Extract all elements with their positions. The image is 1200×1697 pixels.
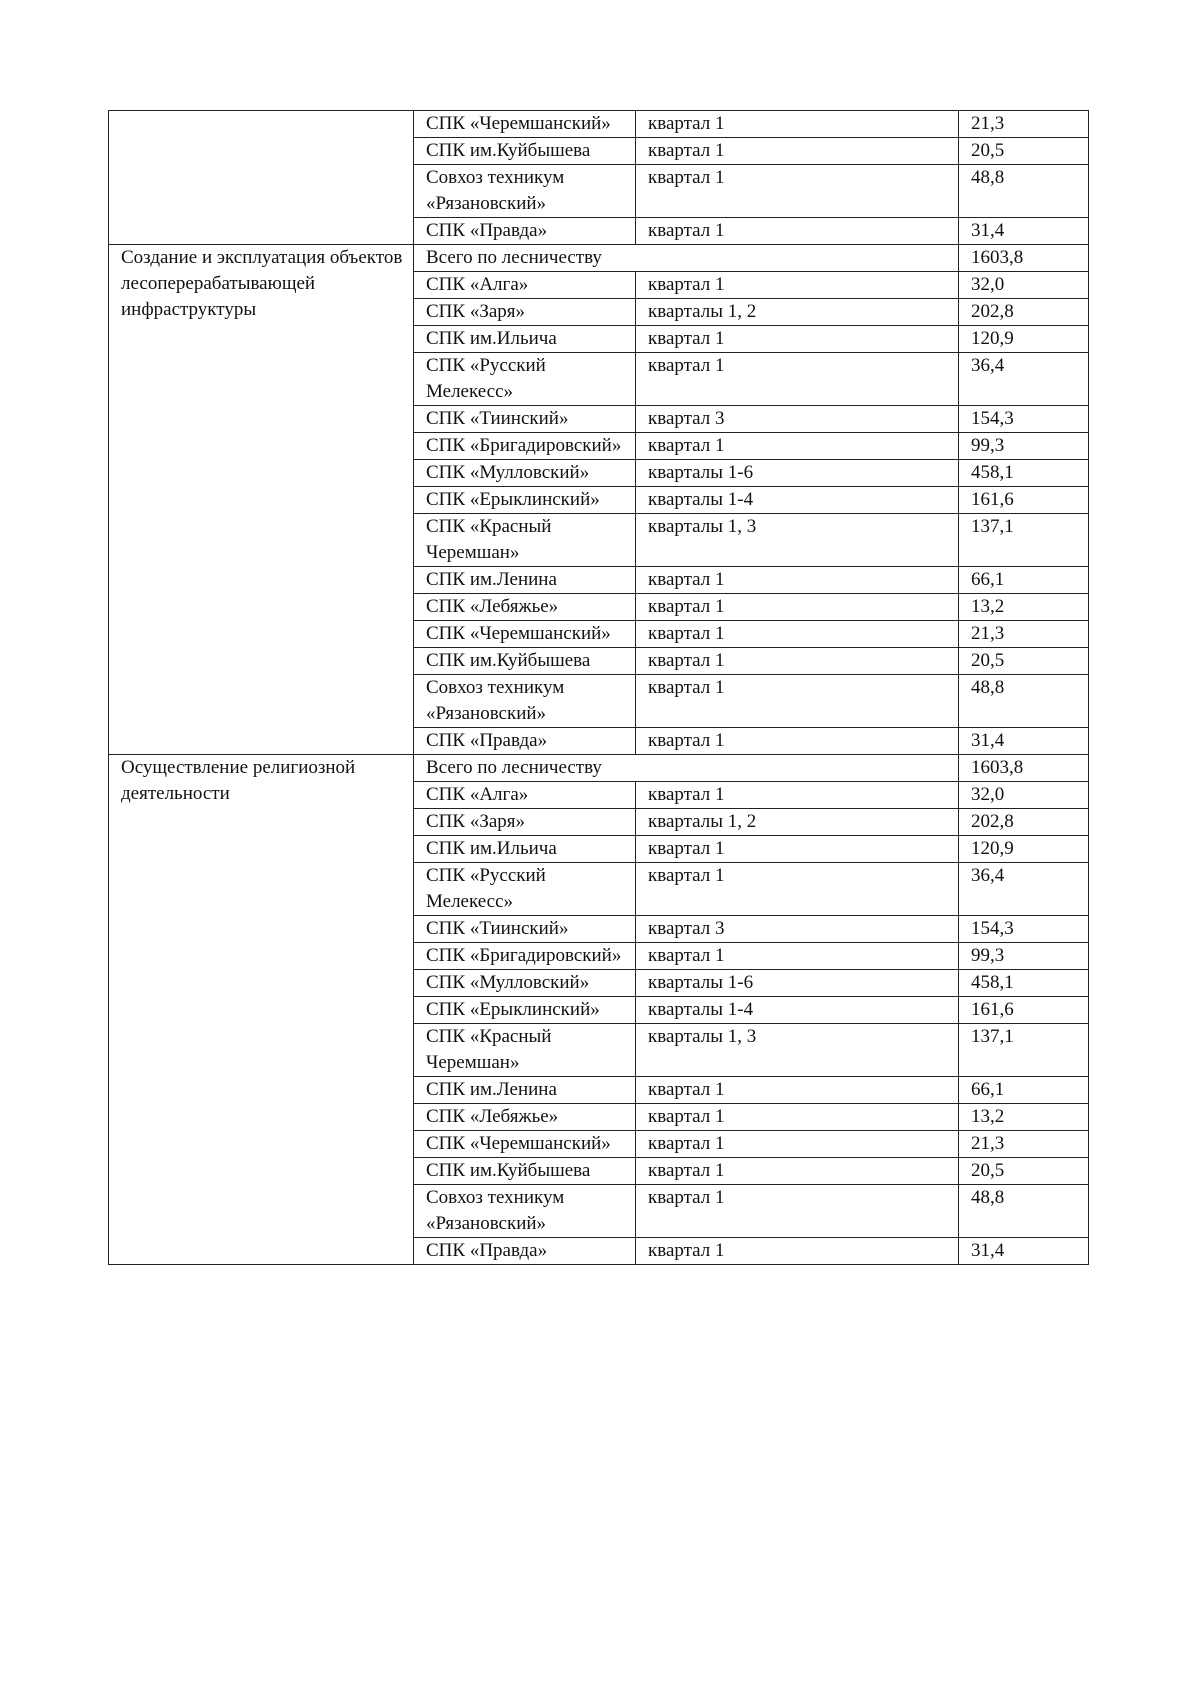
area-cell: 20,5 xyxy=(959,648,1089,675)
area-cell: 48,8 xyxy=(959,165,1089,218)
area-cell: 154,3 xyxy=(959,406,1089,433)
quarter-cell: квартал 3 xyxy=(636,406,959,433)
quarter-cell: квартал 1 xyxy=(636,433,959,460)
section-title: Осуществление религиозной деятельности xyxy=(109,755,414,1265)
total-area: 1603,8 xyxy=(959,755,1089,782)
total-label: Всего по лесничеству xyxy=(414,755,959,782)
organization-cell: СПК «Тиинский» xyxy=(414,406,636,433)
quarter-cell: кварталы 1, 2 xyxy=(636,809,959,836)
quarter-cell: квартал 1 xyxy=(636,218,959,245)
quarter-cell: кварталы 1, 2 xyxy=(636,299,959,326)
organization-cell: СПК им.Ленина xyxy=(414,567,636,594)
area-cell: 21,3 xyxy=(959,621,1089,648)
quarter-cell: квартал 1 xyxy=(636,782,959,809)
organization-cell: СПК им.Куйбышева xyxy=(414,1158,636,1185)
organization-cell: СПК «Мулловский» xyxy=(414,460,636,487)
area-cell: 202,8 xyxy=(959,809,1089,836)
area-cell: 31,4 xyxy=(959,1238,1089,1265)
organization-cell: СПК «Черемшанский» xyxy=(414,621,636,648)
section-title xyxy=(109,111,414,245)
area-cell: 20,5 xyxy=(959,1158,1089,1185)
area-cell: 137,1 xyxy=(959,1024,1089,1077)
quarter-cell: квартал 1 xyxy=(636,353,959,406)
area-cell: 31,4 xyxy=(959,218,1089,245)
area-cell: 31,4 xyxy=(959,728,1089,755)
organization-cell: СПК «Заря» xyxy=(414,809,636,836)
organization-cell: СПК им.Куйбышева xyxy=(414,648,636,675)
area-cell: 458,1 xyxy=(959,460,1089,487)
organization-cell: СПК им.Куйбышева xyxy=(414,138,636,165)
area-cell: 48,8 xyxy=(959,675,1089,728)
area-cell: 13,2 xyxy=(959,594,1089,621)
table-row xyxy=(109,111,1089,138)
area-cell: 32,0 xyxy=(959,782,1089,809)
quarter-cell: кварталы 1, 3 xyxy=(636,1024,959,1077)
area-cell: 99,3 xyxy=(959,433,1089,460)
area-cell: 120,9 xyxy=(959,326,1089,353)
quarter-cell: квартал 3 xyxy=(636,916,959,943)
quarter-cell: квартал 1 xyxy=(636,621,959,648)
area-cell: 66,1 xyxy=(959,1077,1089,1104)
area-cell: 48,8 xyxy=(959,1185,1089,1238)
quarter-cell: квартал 1 xyxy=(636,675,959,728)
quarter-cell: квартал 1 xyxy=(636,1238,959,1265)
area-cell: 20,5 xyxy=(959,138,1089,165)
quarter-cell: квартал 1 xyxy=(636,1077,959,1104)
quarter-cell: квартал 1 xyxy=(636,863,959,916)
quarter-cell: квартал 1 xyxy=(636,1185,959,1238)
organization-cell: СПК «Бригадировский» xyxy=(414,943,636,970)
total-label: Всего по лесничеству xyxy=(414,245,959,272)
area-cell: 161,6 xyxy=(959,997,1089,1024)
quarter-cell: квартал 1 xyxy=(636,567,959,594)
section-title: Создание и эксплуатация объектов лесоперерабатывающей инфраструктуры xyxy=(109,245,414,755)
organization-cell: СПК «Русский Мелекесс» xyxy=(414,863,636,916)
quarter-cell: кварталы 1-4 xyxy=(636,487,959,514)
area-cell: 13,2 xyxy=(959,1104,1089,1131)
organization-cell: СПК «Лебяжье» xyxy=(414,1104,636,1131)
area-cell: 137,1 xyxy=(959,514,1089,567)
quarter-cell: квартал 1 xyxy=(636,594,959,621)
area-cell: 32,0 xyxy=(959,272,1089,299)
organization-cell: СПК «Лебяжье» xyxy=(414,594,636,621)
organization-cell: СПК «Русский Мелекесс» xyxy=(414,353,636,406)
table-body xyxy=(109,111,1089,1265)
quarter-cell: квартал 1 xyxy=(636,1131,959,1158)
organization-cell: Совхоз техникум «Рязановский» xyxy=(414,1185,636,1238)
quarter-cell: квартал 1 xyxy=(636,272,959,299)
forest-plots-table xyxy=(108,110,1089,1265)
organization-cell: СПК «Красный Черемшан» xyxy=(414,514,636,567)
quarter-cell: квартал 1 xyxy=(636,326,959,353)
area-cell: 36,4 xyxy=(959,353,1089,406)
quarter-cell: квартал 1 xyxy=(636,836,959,863)
organization-cell: СПК «Ерыклинский» xyxy=(414,487,636,514)
quarter-cell: кварталы 1-6 xyxy=(636,970,959,997)
quarter-cell: квартал 1 xyxy=(636,728,959,755)
total-area: 1603,8 xyxy=(959,245,1089,272)
area-cell: 120,9 xyxy=(959,836,1089,863)
area-cell: 21,3 xyxy=(959,1131,1089,1158)
total-row xyxy=(109,755,1089,782)
quarter-cell: квартал 1 xyxy=(636,111,959,138)
area-cell: 161,6 xyxy=(959,487,1089,514)
organization-cell: СПК «Правда» xyxy=(414,728,636,755)
organization-cell: СПК «Заря» xyxy=(414,299,636,326)
area-cell: 154,3 xyxy=(959,916,1089,943)
organization-cell: СПК «Ерыклинский» xyxy=(414,997,636,1024)
area-cell: 458,1 xyxy=(959,970,1089,997)
area-cell: 202,8 xyxy=(959,299,1089,326)
organization-cell: СПК «Правда» xyxy=(414,1238,636,1265)
organization-cell: Совхоз техникум «Рязановский» xyxy=(414,165,636,218)
organization-cell: Совхоз техникум «Рязановский» xyxy=(414,675,636,728)
organization-cell: СПК им.Ленина xyxy=(414,1077,636,1104)
organization-cell: СПК «Черемшанский» xyxy=(414,111,636,138)
organization-cell: СПК им.Ильича xyxy=(414,836,636,863)
organization-cell: СПК «Черемшанский» xyxy=(414,1131,636,1158)
organization-cell: СПК «Красный Черемшан» xyxy=(414,1024,636,1077)
organization-cell: СПК «Правда» xyxy=(414,218,636,245)
area-cell: 36,4 xyxy=(959,863,1089,916)
quarter-cell: кварталы 1, 3 xyxy=(636,514,959,567)
quarter-cell: квартал 1 xyxy=(636,165,959,218)
area-cell: 66,1 xyxy=(959,567,1089,594)
quarter-cell: квартал 1 xyxy=(636,943,959,970)
quarter-cell: квартал 1 xyxy=(636,1158,959,1185)
quarter-cell: кварталы 1-4 xyxy=(636,997,959,1024)
organization-cell: СПК «Бригадировский» xyxy=(414,433,636,460)
quarter-cell: квартал 1 xyxy=(636,138,959,165)
quarter-cell: квартал 1 xyxy=(636,648,959,675)
organization-cell: СПК «Алга» xyxy=(414,782,636,809)
organization-cell: СПК «Мулловский» xyxy=(414,970,636,997)
total-row xyxy=(109,245,1089,272)
organization-cell: СПК им.Ильича xyxy=(414,326,636,353)
organization-cell: СПК «Алга» xyxy=(414,272,636,299)
quarter-cell: кварталы 1-6 xyxy=(636,460,959,487)
area-cell: 99,3 xyxy=(959,943,1089,970)
organization-cell: СПК «Тиинский» xyxy=(414,916,636,943)
area-cell: 21,3 xyxy=(959,111,1089,138)
quarter-cell: квартал 1 xyxy=(636,1104,959,1131)
